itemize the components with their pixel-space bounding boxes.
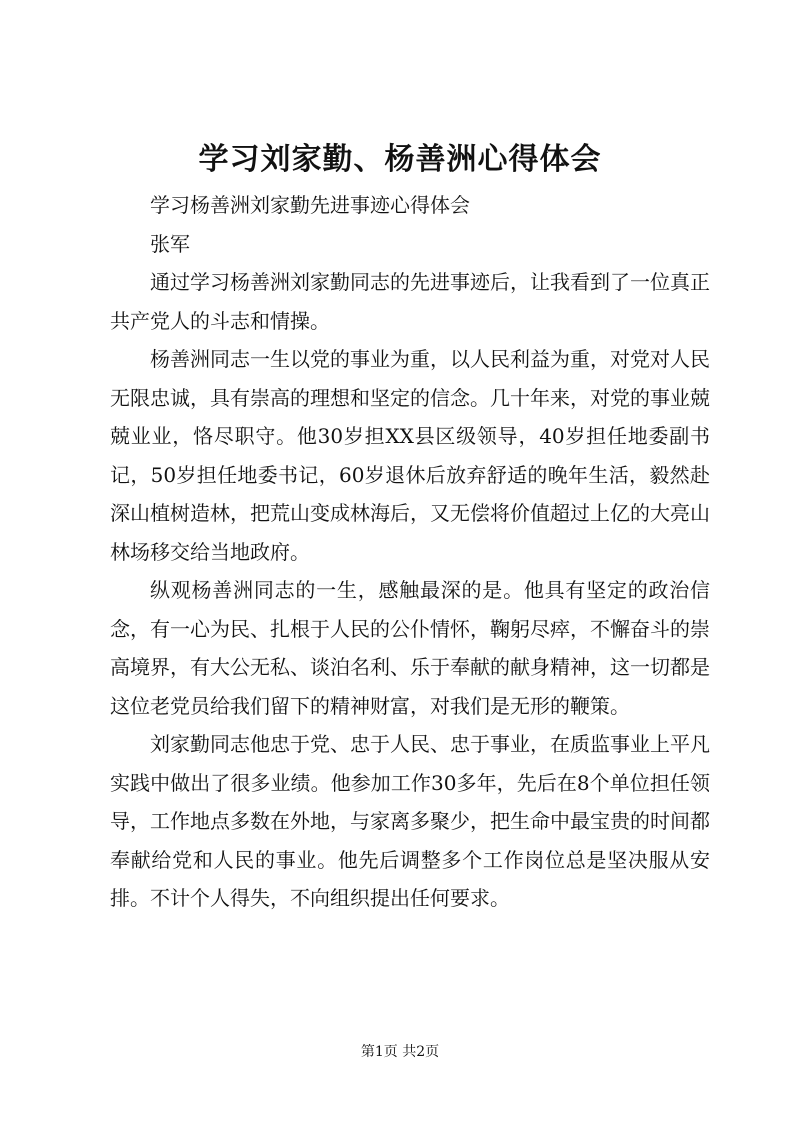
page-number: 第1页 共2页 (360, 1044, 440, 1060)
document-body (110, 186, 710, 918)
paragraph: 纵观杨善洲同志的一生，感触最深的是。他具有坚定的政治信念，有一心为民、扎根于人民的公仆情怀，鞠躬尽瘁，不懈奋斗的崇高境界，有大公无私、谈泊名利、乐于奉献的献身精神，这一切都是这位老党员给我们留下的精神财富，对我们是无形的鞭策。 (110, 578, 710, 718)
paragraph: 通过学习杨善洲刘家勤同志的先进事迹后，让我看到了一位真正共产党人的斗志和情操。 (110, 270, 710, 333)
paragraph: 刘家勤同志他忠于党、忠于人民、忠于事业，在质监事业上平凡实践中做出了很多业绩。他参加工作30多年，先后在8个单位担任领导，工作地点多数在外地，与家离多聚少，把生命中最宝贵的时间都奉献给党和人民的事业。他先后调整多个工作岗位总是坚决服从安排。不计个人得失，不向组织提出任何要求。 (110, 732, 710, 910)
page-footer (0, 1042, 800, 1062)
paragraph: 杨善洲同志一生以党的事业为重，以人民利益为重，对党对人民无限忠诚，具有崇高的理想和坚定的信念。几十年来，对党的事业兢兢业业，恪尽职守。他30岁担XX县区级领导，40岁担任地委副书记，50岁担任地委书记，60岁退休后放弃舒适的晚年生活，毅然赴深山植树造林，把荒山变成林海后，又无偿将价值超过上亿的大亮山林场移交给当地政府。 (110, 347, 710, 564)
document-subtitle: 学习杨善洲刘家勤先进事迹心得体会 (150, 193, 470, 217)
document-author: 张军 (150, 231, 190, 256)
document-title: 学习刘家勤、杨善洲心得体会 (198, 142, 602, 177)
